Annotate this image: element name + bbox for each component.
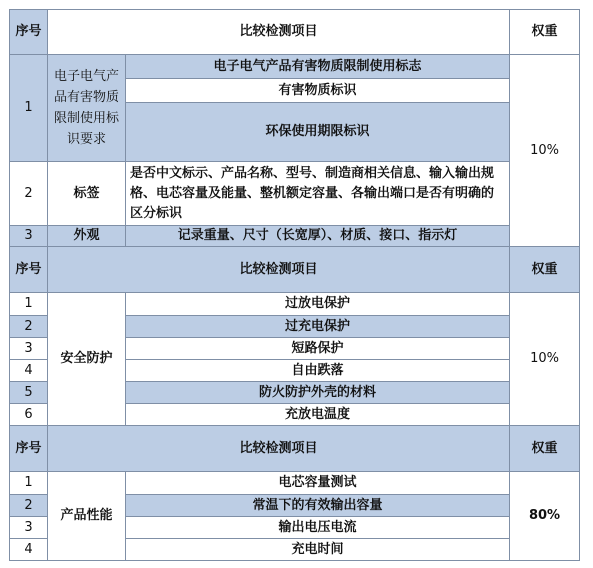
weight-cell: 10% <box>510 55 580 247</box>
header-row <box>10 247 580 293</box>
header-weight: 权重 <box>510 426 580 472</box>
table-row <box>10 293 580 316</box>
item-cell: 输出电压电流 <box>126 517 510 539</box>
row-no: 1 <box>10 55 48 162</box>
item-cell: 过放电保护 <box>126 293 510 316</box>
item-cell: 环保使用期限标识 <box>126 103 510 162</box>
header-item: 比较检测项目 <box>48 247 510 293</box>
category-cell: 安全防护 <box>48 293 126 426</box>
item-cell: 过充电保护 <box>126 316 510 338</box>
row-no: 4 <box>10 360 48 382</box>
item-cell: 充放电温度 <box>126 404 510 426</box>
item-cell: 充电时间 <box>126 539 510 561</box>
comparison-table-container <box>9 9 579 561</box>
header-row <box>10 426 580 472</box>
header-item: 比较检测项目 <box>48 10 510 55</box>
row-no: 1 <box>10 293 48 316</box>
header-item: 比较检测项目 <box>48 426 510 472</box>
row-no: 2 <box>10 162 48 226</box>
table-row <box>10 55 580 79</box>
header-row <box>10 10 580 55</box>
weight-cell: 10% <box>510 293 580 426</box>
comparison-table <box>9 9 580 561</box>
row-no: 3 <box>10 338 48 360</box>
row-no: 6 <box>10 404 48 426</box>
row-no: 4 <box>10 539 48 561</box>
weight-cell: 80% <box>510 472 580 561</box>
row-no: 1 <box>10 472 48 495</box>
table-row <box>10 226 580 247</box>
category-cell: 外观 <box>48 226 126 247</box>
row-no: 3 <box>10 226 48 247</box>
header-no: 序号 <box>10 10 48 55</box>
item-cell: 短路保护 <box>126 338 510 360</box>
item-cell: 常温下的有效输出容量 <box>126 495 510 517</box>
row-no: 2 <box>10 316 48 338</box>
table-row <box>10 162 580 226</box>
item-cell: 电子电气产品有害物质限制使用标志 <box>126 55 510 79</box>
category-cell: 产品性能 <box>48 472 126 561</box>
item-cell: 自由跌落 <box>126 360 510 382</box>
header-weight: 权重 <box>510 10 580 55</box>
row-no: 5 <box>10 382 48 404</box>
item-cell: 是否中文标示、产品名称、型号、制造商相关信息、输入输出规格、电芯容量及能量、整机额定容量、各输出端口是否有明确的区分标识 <box>126 162 510 226</box>
header-no: 序号 <box>10 247 48 293</box>
item-cell: 电芯容量测试 <box>126 472 510 495</box>
header-weight: 权重 <box>510 247 580 293</box>
category-cell: 电子电气产品有害物质限制使用标识要求 <box>48 55 126 162</box>
header-no: 序号 <box>10 426 48 472</box>
category-cell: 标签 <box>48 162 126 226</box>
row-no: 2 <box>10 495 48 517</box>
item-cell: 防火防护外壳的材料 <box>126 382 510 404</box>
table-row <box>10 472 580 495</box>
row-no: 3 <box>10 517 48 539</box>
item-cell: 记录重量、尺寸（长宽厚）、材质、接口、指示灯 <box>126 226 510 247</box>
item-cell: 有害物质标识 <box>126 79 510 103</box>
